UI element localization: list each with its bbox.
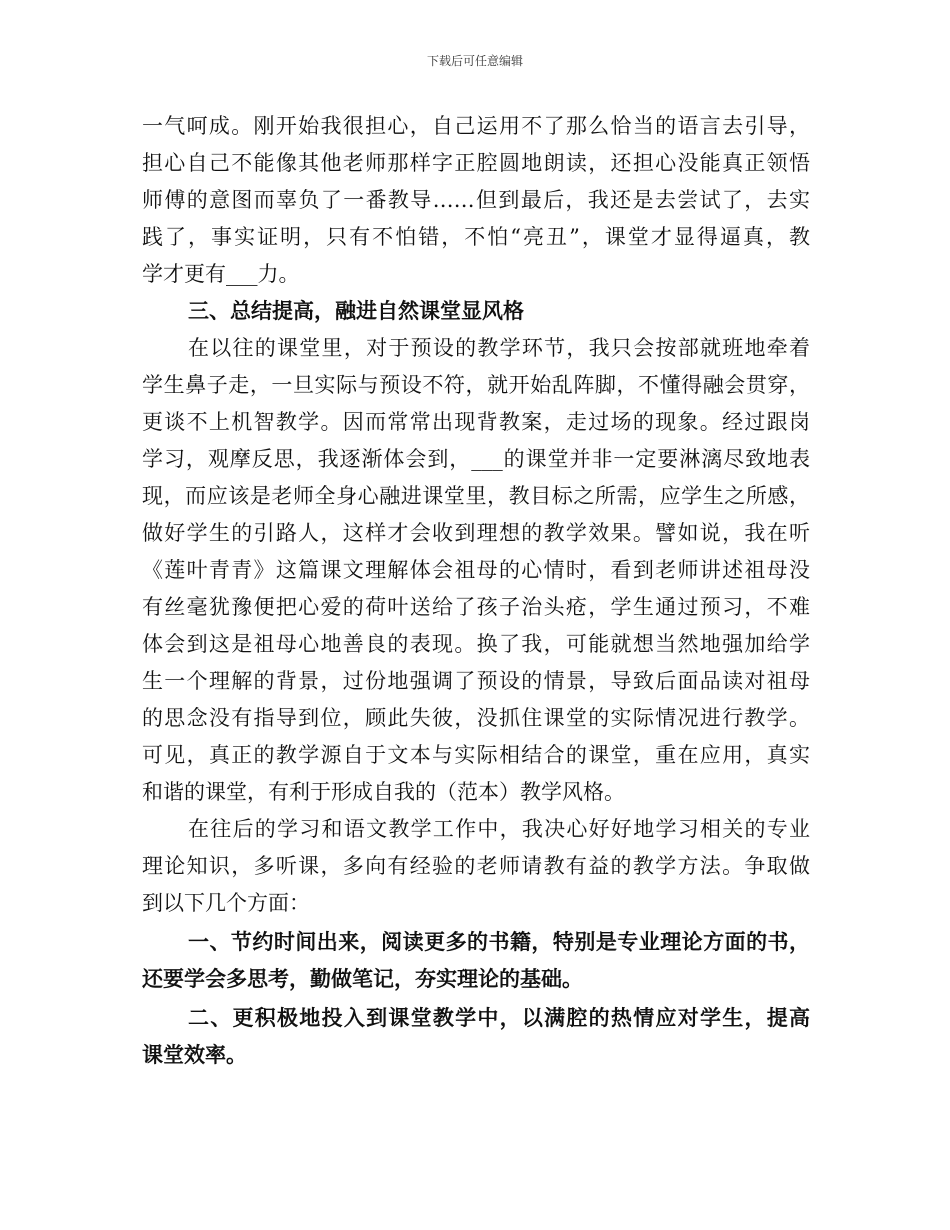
- text-line: 的思念没有指导到位，顾此失彼，没抓住课堂的实际情况进行教学。: [142, 706, 810, 730]
- text-line: 生一个理解的背景，过份地强调了预设的情景，导致后面品读对祖母: [142, 669, 810, 693]
- text-line: 《莲叶青青》这篇课文理解体会祖母的心情时，看到老师讲述祖母没: [142, 558, 810, 582]
- text-line: 课堂效率。: [142, 1043, 247, 1067]
- paragraph-1: [142, 108, 810, 293]
- text-line: 在往后的学习和语文教学工作中，我决心好好地学习相关的专业: [188, 817, 810, 841]
- text-line: 现，而应该是老师全身心融进课堂里，教目标之所需，应学生之所感，: [142, 484, 810, 508]
- text-line: 师傅的意图而辜负了一番教导……但到最后，我还是去尝试了，去实: [142, 188, 810, 212]
- text-line: 更谈不上机智教学。因而常常出现背教案，走过场的现象。经过跟岗: [142, 410, 810, 434]
- text-line: 践了，事实证明，只有不怕错，不怕“亮丑”，课堂才显得逼真，教: [142, 225, 810, 249]
- paragraph-3: [142, 811, 810, 922]
- text-line: 一气呵成。刚开始我很担心，自己运用不了那么恰当的语言去引导，: [142, 114, 810, 138]
- text-line: 到以下几个方面：: [142, 891, 310, 915]
- page-header: 下载后可任意编辑: [426, 54, 523, 68]
- text-line: 还要学会多思考，勤做笔记，夯实理论的基础。: [142, 967, 583, 991]
- text-line: 做好学生的引路人，这样才会收到理想的教学效果。譬如说，我在听: [142, 521, 810, 545]
- text-line: 可见，真正的教学源自于文本与实际相结合的课堂，重在应用，真实: [142, 743, 810, 767]
- text-line: 学生鼻子走，一旦实际与预设不符，就开始乱阵脚，不懂得融会贯穿，: [142, 373, 810, 397]
- text-line: 学才更有___力。: [142, 262, 300, 286]
- list-item-1: [142, 924, 810, 998]
- text-line: 二、更积极地投入到课堂教学中，以满腔的热情应对学生，提高: [188, 1006, 810, 1030]
- paragraph-2: [142, 330, 810, 811]
- text-line: 担心自己不能像其他老师那样字正腔圆地朗读，还担心没能真正领悟: [142, 151, 810, 175]
- list-item-2: [142, 1000, 810, 1074]
- text-line: 体会到这是祖母心地善良的表现。换了我，可能就想当然地强加给学: [142, 632, 810, 656]
- document-body: [142, 108, 810, 1074]
- text-line: 和谐的课堂，有利于形成自我的（范本）教学风格。: [142, 780, 625, 804]
- section-heading: 三、总结提高，融进自然课堂显风格: [188, 299, 524, 323]
- text-line: 有丝毫犹豫便把心爱的荷叶送给了孩子治头疮，学生通过预习，不难: [142, 595, 810, 619]
- text-line: 一、节约时间出来，阅读更多的书籍，特别是专业理论方面的书，: [188, 930, 810, 954]
- text-line: 学习，观摩反思，我逐渐体会到，___的课堂并非一定要淋漓尽致地表: [142, 447, 810, 471]
- text-line: 在以往的课堂里，对于预设的教学环节，我只会按部就班地牵着: [188, 336, 810, 360]
- text-line: 理论知识，多听课，多向有经验的老师请教有益的教学方法。争取做: [142, 854, 810, 878]
